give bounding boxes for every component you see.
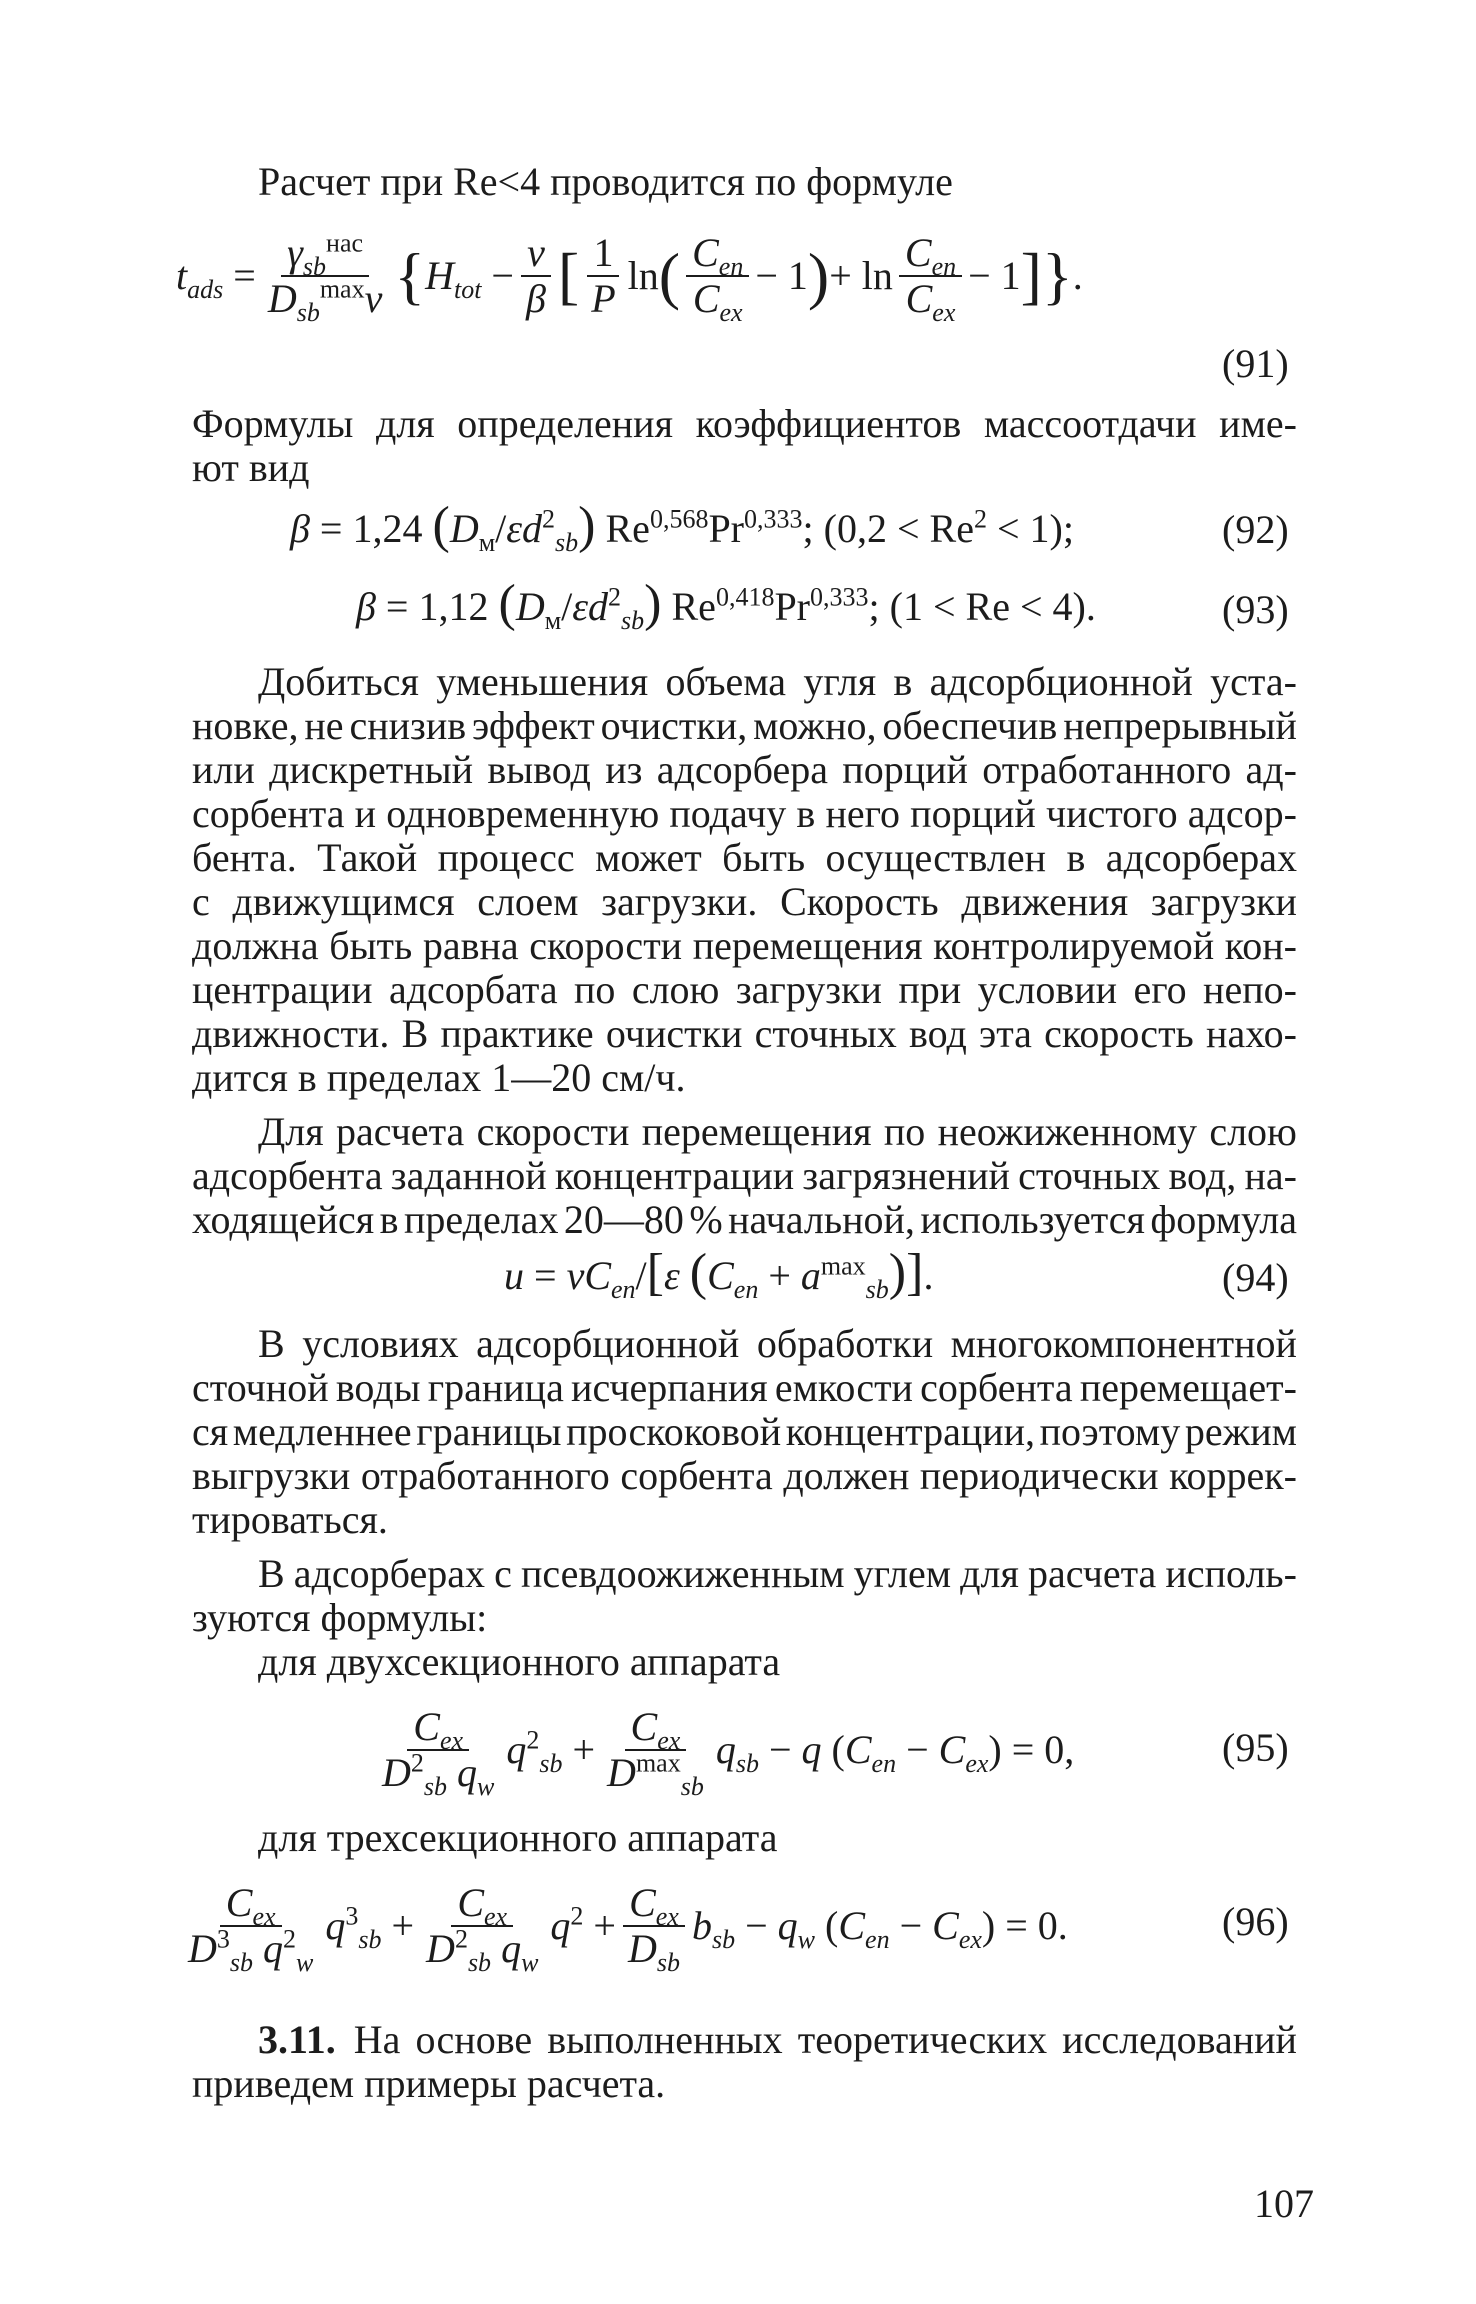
equation-95-number: (95) (1222, 1725, 1289, 1770)
three-section-label: для трехсекционного аппарата (258, 1815, 778, 1860)
equation-93: β = 1,12 $(D_м/\varepsilon d^2_{sb})$ Re$^{0,418}$Pr$^{0,333}$; (1 < Re < 4). (356, 574, 1096, 635)
section-number: 3.11. (258, 2017, 336, 2062)
page-number: 107 (1254, 2181, 1314, 2226)
equation-96: $\frac{C_{ex}}{D^3_{sb} q^2_w}$ $q^3_{sb}$ + $\frac{C_{ex}}{D^2_{sb} q_w}$ $q^2$ + $\frac{C_{ex}}{D_{sb}}$ $b_{sb} - q_w$ $(C_{en} - C_{ex}) = 0$. (188, 1880, 1068, 1977)
intro-line: Расчет при Re<4 проводится по формуле (258, 159, 953, 204)
equation-94: $u = vC_{en}/[\varepsilon$ $(C_{en} + a^{max}_{sb})$]. (504, 1243, 934, 1304)
paragraph-4-line-4: выгрузки отработанного сорбента должен периодически коррек- (192, 1453, 1297, 1498)
paragraph-2-line-6: с движущимся слоем загрузки. Скорость движения загрузки (192, 879, 1297, 924)
section-3-11-line-1 (258, 2018, 1297, 2062)
paragraph-4-line-1: В условиях адсорбционной обработки многокомпонентной (258, 1321, 1297, 1366)
paragraph-1-line-1: Формулы для определения коэффициентов массоотдачи име- (192, 401, 1297, 446)
paragraph-4-line-2: сточной воды граница исчерпания емкости сорбента перемещает- (192, 1365, 1297, 1410)
equation-92: β = 1,24 $(D_м/\varepsilon d^2_{sb})$ Re$^{0,568}$Pr$^{0,333}$; $(0,2 < Re^2 < 1)$; (290, 496, 1074, 557)
equation-91-number: (91) (1222, 341, 1289, 386)
paragraph-5-line-1: В адсорберах с псевдоожиженным углем для расчета исполь- (258, 1551, 1297, 1596)
paragraph-5-line-2: зуются формулы: (192, 1595, 488, 1640)
paragraph-2-line-2: новке, не снизив эффект очистки, можно, обеспечив непрерывный (192, 703, 1297, 748)
section-3-11-text: На основе выполненных теоретических исследований (353, 2017, 1297, 2062)
paragraph-4-line-3: ся медленнее границы проскоковой концентрации, поэтому режим (192, 1409, 1297, 1454)
paragraph-2-line-8: центрации адсорбата по слою загрузки при условии его непо- (192, 967, 1297, 1012)
paragraph-2-line-5: бента. Такой процесс может быть осуществлен в адсорберах (192, 835, 1297, 880)
paragraph-2-line-4: сорбента и одновременную подачу в него порций чистого адсор- (192, 791, 1297, 836)
equation-92-number: (92) (1222, 507, 1289, 552)
equation-93-number: (93) (1222, 587, 1289, 632)
paragraph-3-line-3: ходящейся в пределах 20—80 % начальной, используется формула (192, 1197, 1297, 1242)
equation-95: $\frac{C_{ex}}{D^2_{sb} q_w}$ $q^2_{sb}$ + $\frac{C_{ex}}{D^{max}_{sb}}$ $q_{sb} - q$ $(C_{en} - C_{ex}) = 0$, (382, 1704, 1075, 1801)
paragraph-2-line-3: или дискретный вывод из адсорбера порций отработанного ад- (192, 747, 1297, 792)
equation-96-number: (96) (1222, 1899, 1289, 1944)
two-section-label: для двухсекционного аппарата (258, 1639, 781, 1684)
equation-91: $t_{ads}$ = $\frac{\gamma_{sb}^{нас}}{D_{sb}^{max}v}$ { $H_{tot}$ − $\frac{v}{\beta}$ [ $\frac{1}{P}$ ln ( $\frac{C_{en}}{C_{ex}}$ − 1 ) + ln $\frac{C_{en}}{C_{ex}}$ − 1 ]} . (176, 228, 1083, 327)
paragraph-4-line-5: тироваться. (192, 1497, 388, 1542)
paragraph-2-line-7: должна быть равна скорости перемещения контролируемой кон- (192, 923, 1297, 968)
section-3-11-line-2: приведем примеры расчета. (192, 2061, 666, 2106)
equation-94-number: (94) (1222, 1255, 1289, 1300)
paragraph-3-line-1: Для расчета скорости перемещения по неожиженному слою (258, 1109, 1297, 1154)
paragraph-1-line-2: ют вид (192, 445, 310, 490)
paragraph-2-line-9: движности. В практике очистки сточных вод эта скорость нахо- (192, 1011, 1297, 1056)
paragraph-3-line-2: адсорбента заданной концентрации загрязнений сточных вод, на- (192, 1153, 1297, 1198)
paragraph-2-line-1: Добиться уменьшения объема угля в адсорбционной уста- (258, 659, 1297, 704)
paragraph-2-line-10: дится в пределах 1—20 см/ч. (192, 1055, 686, 1100)
